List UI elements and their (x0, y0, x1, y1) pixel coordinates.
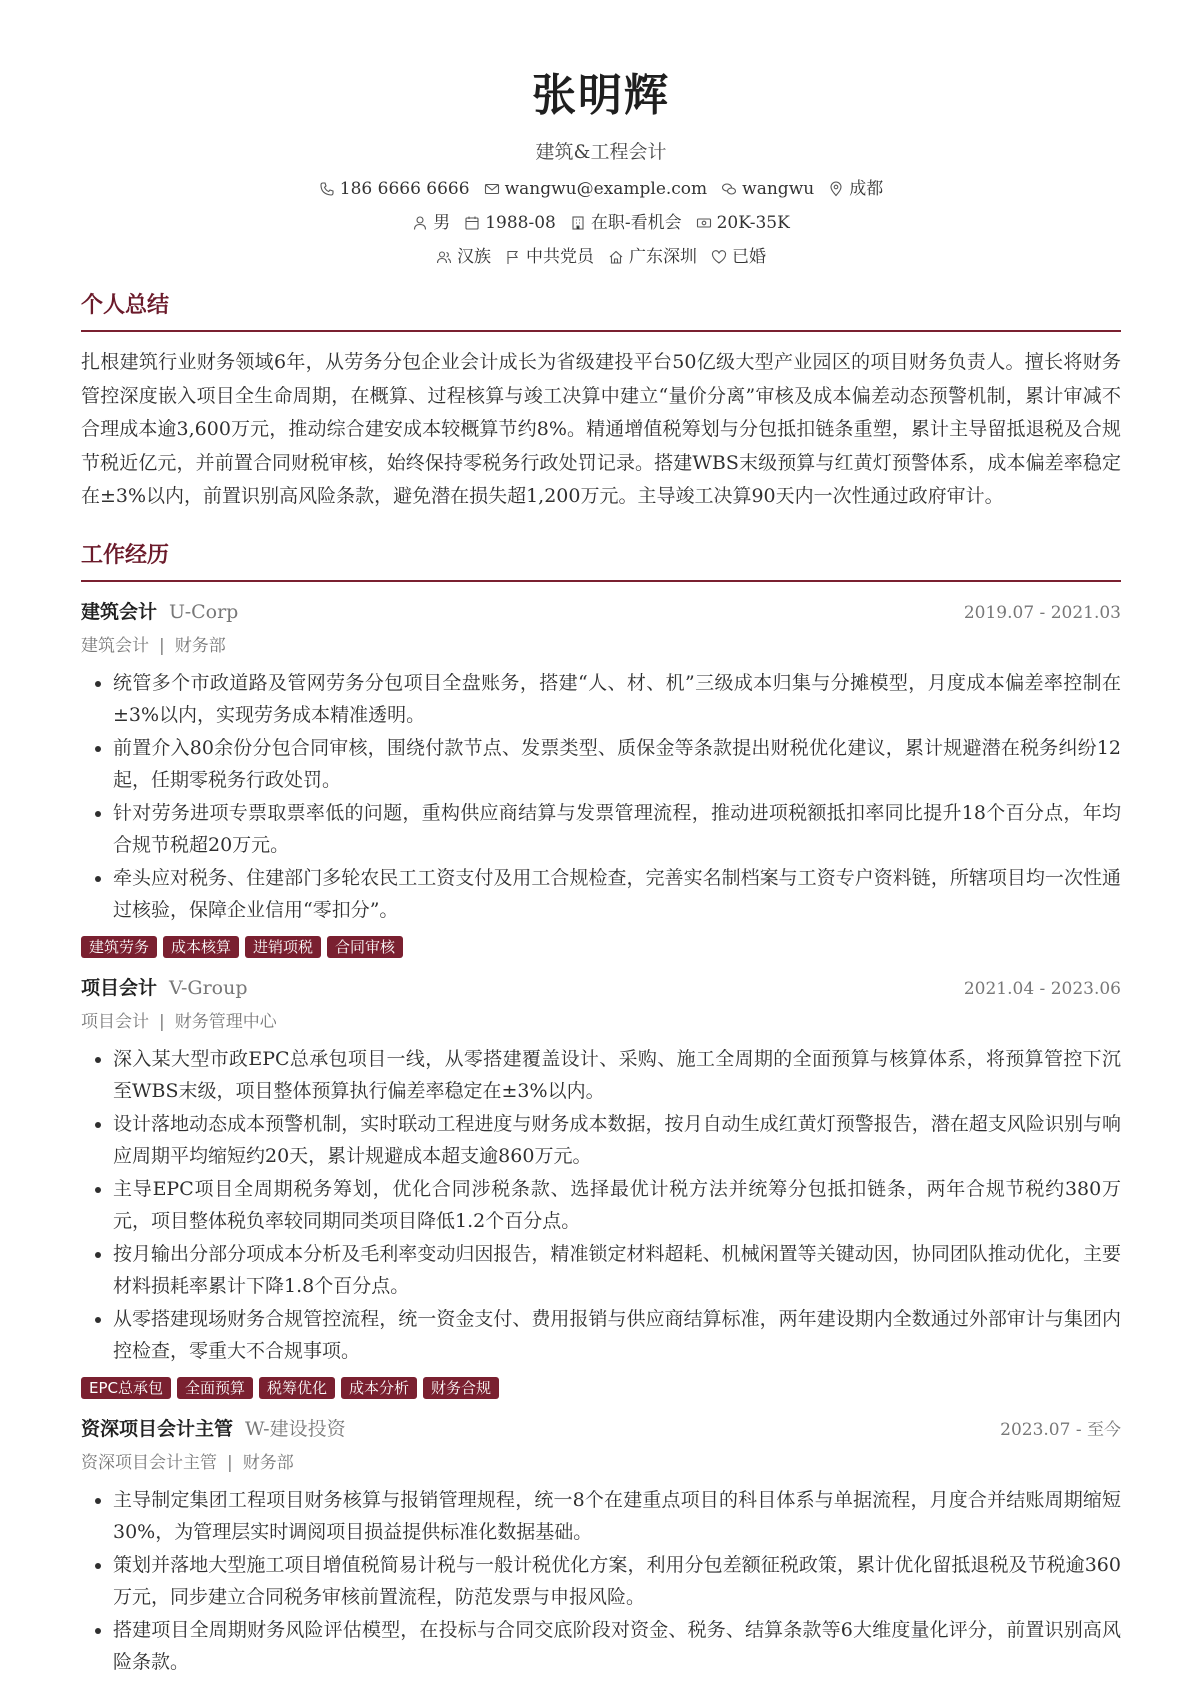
job-header (81, 598, 1121, 627)
salary-item (696, 210, 790, 236)
skill-tag: 建筑劳务 (81, 936, 157, 958)
ethnicity-item (436, 244, 491, 270)
contact-line (81, 176, 1121, 202)
building-icon (570, 215, 586, 231)
user-icon (412, 215, 428, 231)
skill-tag: 合同审核 (327, 936, 403, 958)
calendar-icon (464, 215, 480, 231)
skill-tags (81, 1377, 1121, 1399)
job-company: W-建设投资 (245, 1417, 346, 1440)
job-bullets (81, 1043, 1121, 1367)
home-icon (608, 249, 624, 265)
money-icon (696, 215, 712, 231)
status-item (570, 210, 682, 236)
basic-info-line (81, 210, 1121, 236)
extra-info-line (81, 244, 1121, 270)
users-icon (436, 249, 452, 265)
job-entry (81, 974, 1121, 1399)
job-role: 资深项目会计主管 (81, 1452, 217, 1473)
job-department: 财务部 (174, 635, 226, 656)
job-department: 财务部 (242, 1452, 294, 1473)
work-section (81, 540, 1121, 1678)
gender-item (412, 210, 450, 236)
bullet-item: • 针对劳务进项专票取票率低的问题，重构供应商结算与发票管理流程，推动进项税额抵扣率同比提升18个百分点，年均合规节税超20万元。 (113, 797, 1121, 861)
flag-icon (505, 249, 521, 265)
skill-tag: EPC总承包 (81, 1377, 171, 1399)
resume-header (81, 64, 1121, 270)
wechat-text: wangwu (742, 179, 815, 199)
skill-tag: 进销项税 (245, 936, 321, 958)
skill-tag: 税筹优化 (259, 1377, 335, 1399)
job-position: 资深项目会计主管 (81, 1417, 234, 1440)
politics-item (505, 244, 594, 270)
email-item[interactable] (484, 176, 708, 202)
candidate-name: 张明辉 (532, 70, 670, 121)
job-title: 建筑&工程会计 (535, 141, 667, 163)
skill-tag: 全面预算 (177, 1377, 253, 1399)
location-pin-icon (828, 181, 844, 197)
bullet-item: • 设计落地动态成本预警机制，实时联动工程进度与财务成本数据，按月自动生成红黄灯预警报告，潜在超支风险识别与响应周期平均缩短约20天，累计规避成本超支逾860万元。 (113, 1108, 1121, 1172)
location-item (828, 176, 883, 202)
bullet-item: • 深入某大型市政EPC总承包项目一线，从零搭建覆盖设计、采购、施工全周期的全面预算与核算体系，将预算管控下沉至WBS末级，项目整体预算执行偏差率稳定在±3%以内。 (113, 1043, 1121, 1107)
salary-text: 20K-35K (716, 213, 790, 233)
marital-item (711, 244, 766, 270)
heart-icon (711, 249, 727, 265)
job-position: 项目会计 (81, 976, 158, 999)
summary-text: 扎根建筑行业财务领域6年，从劳务分包企业会计成长为省级建投平台50亿级大型产业园区的项目财务负责人。擅长将财务管控深度嵌入项目全生命周期，在概算、过程核算与竣工决算中建立“量价分离”审核及成本偏差动态预警机制，累计审减不合理成本逾3,600万元，推动综合建安成本较概算节约8%。精通增值税筹划与分包抵扣链条重塑，累计主导留抵退税及合规节税近亿元，并前置合同财税审核，始终保持零税务行政处罚记录。搭建WBS末级预算与红黄灯预警体系，成本偏差率稳定在±3%以内，前置识别高风险条款，避免潜在损失超1,200万元。主导竣工决算90天内一次性通过政府审计。 (81, 351, 1121, 507)
job-position: 建筑会计 (81, 600, 158, 623)
birth-item (464, 210, 556, 236)
phone-item[interactable] (319, 176, 470, 202)
job-bullets (81, 1484, 1121, 1678)
job-subline (81, 1009, 1121, 1035)
summary-section (81, 290, 1121, 514)
job-header (81, 974, 1121, 1003)
bullet-item: • 前置介入80余份分包合同审核，围绕付款节点、发票类型、质保金等条款提出财税优化建议，累计规避潜在税务纠纷12起，任期零税务行政处罚。 (113, 732, 1121, 796)
phone-text: 186 6666 6666 (339, 179, 470, 199)
job-role: 建筑会计 (81, 635, 149, 656)
bullet-item: • 统管多个市政道路及管网劳务分包项目全盘账务，搭建“人、材、机”三级成本归集与分摊模型，月度成本偏差率控制在±3%以内，实现劳务成本精准透明。 (113, 667, 1121, 731)
job-separator: | (159, 1011, 165, 1032)
mail-icon (484, 181, 500, 197)
skill-tag: 成本核算 (163, 936, 239, 958)
bullet-item: • 策划并落地大型施工项目增值税简易计税与一般计税优化方案，利用分包差额征税政策，累计优化留抵退税及节税逾360万元，同步建立合同税务审核前置流程，防范发票与申报风险。 (113, 1549, 1121, 1613)
bullet-item: • 按月输出分部分项成本分析及毛利率变动归因报告，精准锁定材料超耗、机械闲置等关键动因，协同团队推动优化，主要材料损耗率累计下降1.8个百分点。 (113, 1238, 1121, 1302)
birth-text: 1988-08 (485, 213, 556, 233)
bullet-item: • 主导EPC项目全周期税务筹划，优化合同涉税条款、选择最优计税方法并统筹分包抵扣链条，两年合规节税约380万元，项目整体税负率较同期同类项目降低1.2个百分点。 (113, 1173, 1121, 1237)
hometown-text: 广东深圳 (629, 247, 697, 267)
hometown-item (608, 244, 697, 270)
job-company: U-Corp (169, 600, 239, 623)
job-bullets (81, 667, 1121, 926)
bullet-item: • 从零搭建现场财务合规管控流程，统一资金支付、费用报销与供应商结算标准，两年建设期内全数通过外部审计与集团内控检查，零重大不合规事项。 (113, 1303, 1121, 1367)
work-heading: 工作经历 (81, 540, 1121, 582)
skill-tags (81, 936, 1121, 958)
skill-tag: 财务合规 (423, 1377, 499, 1399)
job-company: V-Group (169, 976, 248, 999)
job-department: 财务管理中心 (174, 1011, 277, 1032)
summary-heading: 个人总结 (81, 290, 1121, 332)
gender-text: 男 (433, 213, 451, 233)
job-date: 2019.07 - 2021.03 (963, 602, 1121, 623)
job-subline (81, 1450, 1121, 1476)
email-text: wangwu@example.com (504, 179, 708, 199)
job-role: 项目会计 (81, 1011, 149, 1032)
phone-icon (319, 181, 335, 197)
job-separator: | (159, 635, 165, 656)
job-date: 2021.04 - 2023.06 (963, 978, 1121, 999)
job-header (81, 1415, 1121, 1444)
job-subline (81, 633, 1121, 659)
job-separator: | (227, 1452, 233, 1473)
job-entry (81, 598, 1121, 958)
bullet-item: • 主导制定集团工程项目财务核算与报销管理规程，统一8个在建重点项目的科目体系与单据流程，月度合并结账周期缩短30%，为管理层实时调阅项目损益提供标准化数据基础。 (113, 1484, 1121, 1548)
skill-tag: 成本分析 (341, 1377, 417, 1399)
bullet-item: • 搭建项目全周期财务风险评估模型，在投标与合同交底阶段对资金、税务、结算条款等6大维度量化评分，前置识别高风险条款。 (113, 1614, 1121, 1678)
wechat-icon (721, 181, 737, 197)
status-text: 在职-看机会 (590, 213, 682, 233)
location-text: 成都 (849, 179, 884, 199)
job-date: 2023.07 - 至今 (1000, 1419, 1121, 1440)
marital-text: 已婚 (732, 247, 766, 267)
job-entry (81, 1415, 1121, 1678)
ethnicity-text: 汉族 (457, 247, 491, 267)
bullet-item: • 牵头应对税务、住建部门多轮农民工工资支付及用工合规检查，完善实名制档案与工资专户资料链，所辖项目均一次性通过核验，保障企业信用“零扣分”。 (113, 862, 1121, 926)
politics-text: 中共党员 (526, 247, 594, 267)
wechat-item[interactable] (721, 176, 814, 202)
